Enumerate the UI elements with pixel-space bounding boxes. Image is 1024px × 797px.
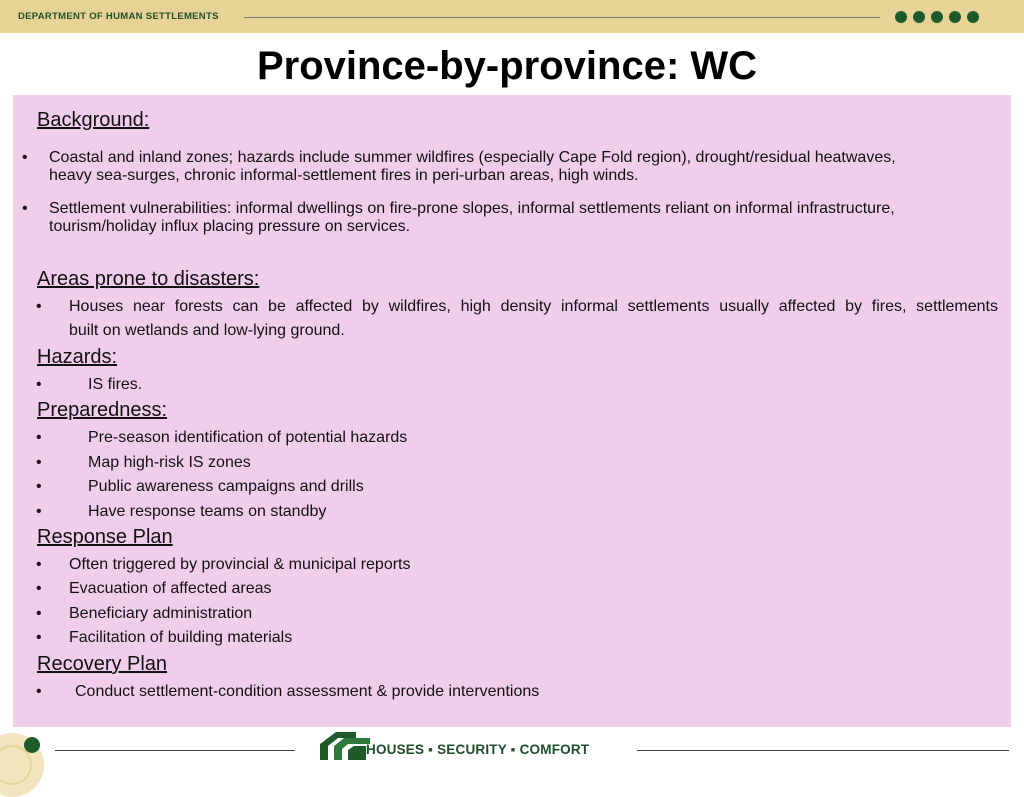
response-item: Facilitation of building materials	[69, 629, 293, 646]
bullet-icon: •	[22, 200, 28, 217]
decor-dot-icon	[931, 11, 943, 23]
bullet-icon: •	[36, 376, 42, 393]
decor-dot-icon	[967, 11, 979, 23]
decor-dot-icon	[913, 11, 925, 23]
footer-slogan: HOUSES ▪ SECURITY ▪ COMFORT	[366, 742, 590, 757]
hazards-heading: Hazards:	[37, 346, 118, 368]
areas-line: built on wetlands and low-lying ground.	[69, 322, 345, 339]
hazard-item: IS fires.	[88, 376, 143, 393]
response-item: Beneficiary administration	[69, 605, 253, 622]
bullet-icon: •	[36, 298, 42, 315]
areas-line: Houses near forests can be affected by wildfires, high density informal settlements usually affected by fires, settlements	[69, 298, 998, 315]
decor-dot-icon	[895, 11, 907, 23]
bullet-icon: •	[36, 629, 42, 646]
background-item-line: Coastal and inland zones; hazards include summer wildfires (especially Cape Fold region), drought/residual heatwaves,	[49, 149, 896, 166]
preparedness-item: Have response teams on standby	[88, 503, 327, 520]
bullet-icon: •	[36, 683, 42, 700]
bullet-icon: •	[36, 454, 42, 471]
preparedness-item: Map high-risk IS zones	[88, 454, 251, 471]
footer-divider	[637, 750, 1009, 751]
background-item-line: Settlement vulnerabilities: informal dwellings on fire-prone slopes, informal settlements reliant on informal infrastructure,	[49, 200, 895, 217]
response-item: Often triggered by provincial & municipal reports	[69, 556, 411, 573]
header-divider	[244, 17, 880, 18]
bullet-icon: •	[22, 149, 28, 166]
bullet-icon: •	[36, 580, 42, 597]
bullet-icon: •	[36, 429, 42, 446]
footer-divider	[55, 750, 295, 751]
response-heading: Response Plan	[37, 526, 173, 548]
footer-dot-icon	[24, 737, 40, 753]
bullet-icon: •	[36, 503, 42, 520]
header-dots	[895, 11, 979, 23]
decor-dot-icon	[949, 11, 961, 23]
recovery-heading: Recovery Plan	[37, 653, 168, 675]
areas-heading: Areas prone to disasters:	[37, 268, 260, 290]
preparedness-item: Public awareness campaigns and drills	[88, 478, 364, 495]
recovery-item: Conduct settlement-condition assessment & provide interventions	[75, 683, 540, 700]
response-item: Evacuation of affected areas	[69, 580, 272, 597]
background-item-line: heavy sea-surges, chronic informal-settlement fires in peri-urban areas, high winds.	[49, 167, 639, 184]
preparedness-item: Pre-season identification of potential hazards	[88, 429, 408, 446]
background-item-line: tourism/holiday influx placing pressure on services.	[49, 218, 411, 235]
background-heading: Background:	[37, 109, 150, 131]
department-name: DEPARTMENT OF HUMAN SETTLEMENTS	[18, 11, 219, 22]
bullet-icon: •	[36, 556, 42, 573]
header-band	[0, 0, 1024, 33]
bullet-icon: •	[36, 605, 42, 622]
bullet-icon: •	[36, 478, 42, 495]
slide-title: Province-by-province: WC	[256, 44, 758, 88]
preparedness-heading: Preparedness:	[37, 399, 168, 421]
